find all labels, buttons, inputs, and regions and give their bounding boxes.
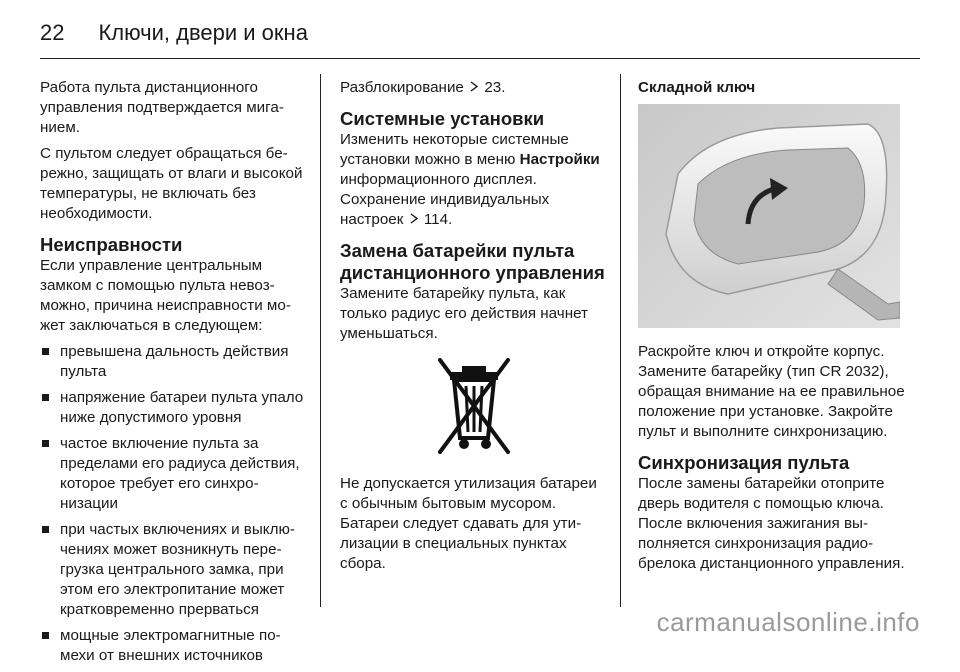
column-2 [340, 78, 608, 580]
figure-caption: Складной ключ [638, 79, 756, 96]
column-divider-1 [320, 74, 321, 607]
watermark: carmanualsonline.info [656, 607, 920, 637]
page-reference-arrow-icon [410, 210, 418, 230]
header-rule [40, 58, 920, 59]
settings-text-2: информационного дисплея. Сохранение индивидуальных настроек [340, 171, 550, 228]
paragraph-remote-confirm: Работа пульта дистанционного управления подтверждается миганием. [40, 79, 284, 136]
list-item: при частых включениях и выключениях может возникнуть перегрузка центрального замка, при этом его электропитание может кратковременно прерваться [40, 520, 308, 620]
paragraph-faults: Если управление центральным замком с помощью пульта невозможно, причина неисправности может заключаться в следующем: [40, 257, 291, 334]
column-3 [638, 78, 908, 580]
settings-text-1: Изменить некоторые системные установки можно в меню [340, 131, 569, 168]
folding-key-photo [638, 104, 900, 328]
heading-sync-remote: Синхронизация пульта [638, 452, 850, 473]
fault-list [40, 342, 308, 666]
list-item: напряжение батареи пульта упало ниже допустимого уровня [40, 388, 308, 428]
paragraph-open-key: Раскройте ключ и откройте корпус. Замените батарейку (тип CR 2032), обращая внимание на ее правильное положение при установке. Закройте пульт и выполните синхронизацию. [638, 343, 905, 440]
page-number: 22 [40, 20, 65, 45]
list-item: частое включение пульта за пределами его радиуса действия, которое требует его синхронизации [40, 434, 308, 514]
paragraph-unlock-ref [340, 78, 608, 98]
paragraph-remote-care: С пультом следует обращаться бережно, защищать от влаги и высокой температуры, не включать без необходимости. [40, 145, 303, 222]
paragraph-battery-replace: Замените батарейку пульта, как только радиус его действия начнет уменьшаться. [340, 285, 588, 342]
list-item: мощные электромагнитные помехи от внешних источников [40, 626, 308, 666]
settings-menu-name: Настройки [519, 151, 600, 168]
column-1 [40, 78, 308, 672]
paragraph-battery-disposal: Не допускается утилизация батареи с обычным бытовым мусором. Батареи следует сдавать для утилизации в специальных пунктах сбора. [340, 475, 597, 572]
page-reference-arrow-icon [470, 78, 478, 98]
paragraph-system-settings [340, 130, 608, 230]
crossed-out-wheelie-bin-icon [436, 356, 512, 460]
heading-battery-replace: Замена батарейки пульта дистанционного управления [340, 240, 605, 283]
settings-page-ref[interactable]: 114. [423, 211, 453, 228]
heading-system-settings: Системные установки [340, 108, 545, 129]
unlock-text: Разблокирование [340, 79, 464, 96]
page-header [40, 16, 308, 50]
paragraph-sync-remote: После замены батарейки отоприте дверь водителя с помощью ключа. После включения зажигания выполняется синхронизация радиобрелока дистанционного управления. [638, 475, 905, 572]
crossed-bin-figure [340, 356, 608, 460]
page-title: Ключи, двери и окна [98, 20, 308, 45]
heading-faults: Неисправности [40, 234, 183, 255]
column-divider-2 [620, 74, 621, 607]
unlock-page-ref[interactable]: 23. [484, 79, 506, 96]
list-item: превышена дальность действия пульта [40, 342, 308, 382]
